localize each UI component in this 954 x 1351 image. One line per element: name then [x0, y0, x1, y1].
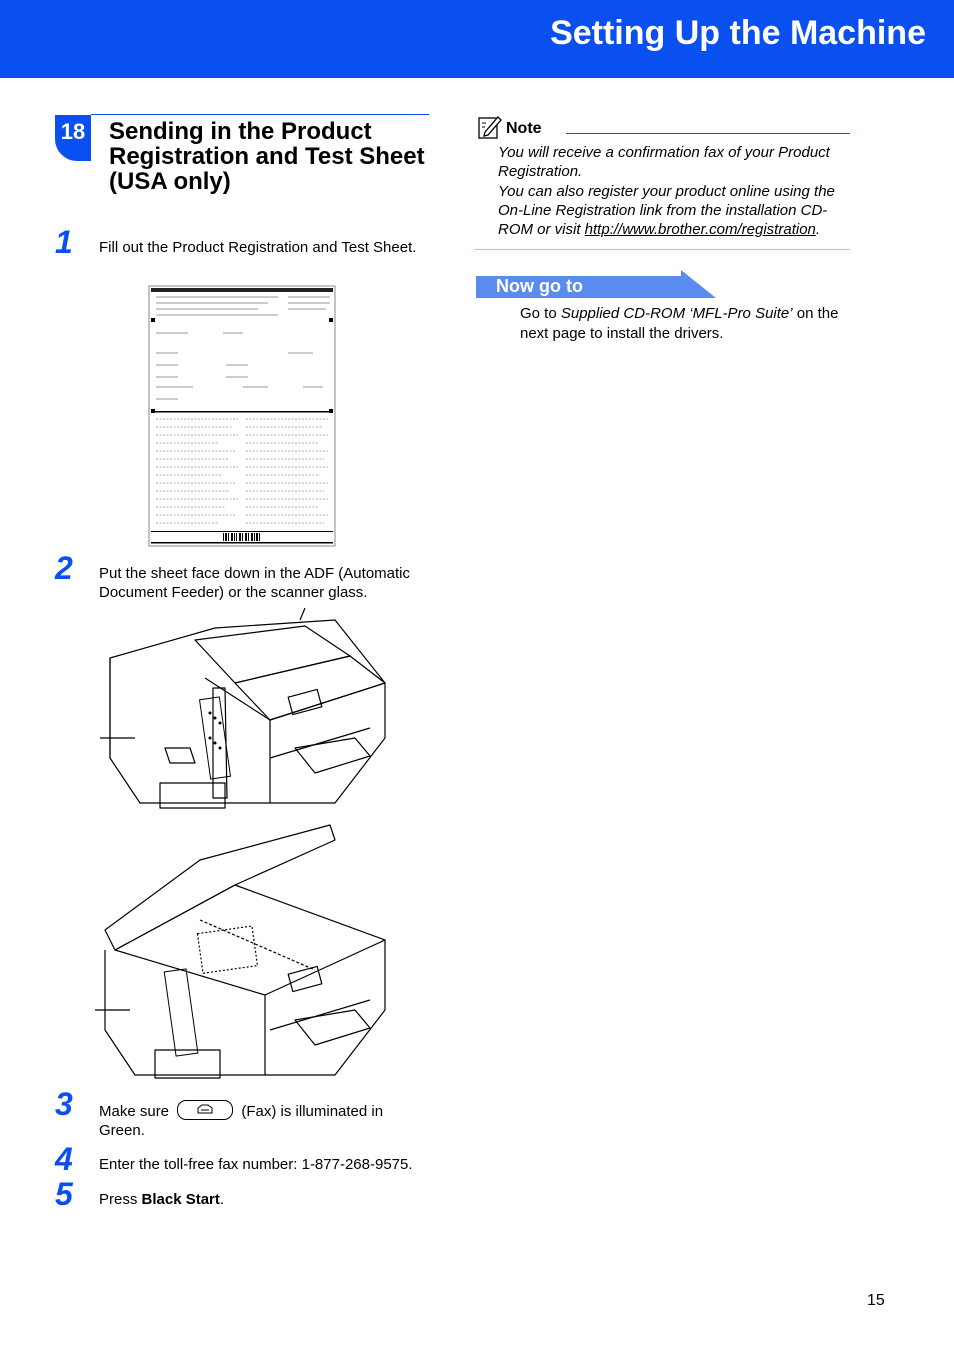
now-go-to-text: [520, 304, 850, 343]
step-4-text: Enter the toll-free fax number: 1-877-268-9575.: [99, 1156, 413, 1173]
page-number: 15: [867, 1292, 885, 1309]
step-4-number: 4: [55, 1141, 73, 1177]
step-3-text: [99, 1100, 429, 1140]
machine-scanner-glass-illustration: [95, 820, 395, 1082]
section-title: Sending in the Product Registration and Test Sheet (USA only): [109, 118, 425, 195]
fax-key-icon: [177, 1100, 233, 1120]
step-5-text-before: Press: [99, 1191, 138, 1208]
step-2-text: Put the sheet face down in the ADF (Automatic Document Feeder) or the scanner glass.: [99, 565, 411, 601]
step-1-text: Fill out the Product Registration and Test Sheet.: [99, 239, 417, 256]
note-line-1: You will receive a confirmation fax of your Product Registration.: [498, 144, 830, 181]
step-5-text: [99, 1190, 429, 1209]
registration-sheet-illustration: [148, 285, 336, 547]
step-5-text-after: .: [219, 1191, 225, 1208]
machine-adf-illustration: [95, 608, 395, 813]
section-rule: [91, 114, 429, 115]
step-5-key-name: Black Start: [141, 1191, 220, 1208]
step-3-text-after: (Fax) is illuminated in Green.: [99, 1103, 384, 1139]
step-3-number: 3: [55, 1086, 73, 1122]
note-text: [498, 143, 854, 239]
note-line-2-before: You can also register your product online using the On-Line Registration link from the installation CD-ROM or visit: [498, 182, 835, 239]
registration-link[interactable]: http://www.brother.com/registration: [584, 221, 816, 239]
note-label: Note: [506, 120, 542, 137]
step-1-number: 1: [55, 224, 73, 260]
page-header-banner: [0, 0, 954, 78]
step-3-text-before: Make sure: [99, 1103, 170, 1120]
step-5-number: 5: [55, 1176, 73, 1212]
note-line-2: [498, 182, 854, 240]
note-bottom-rule: [474, 249, 850, 250]
now-go-to-text-after: on the next page to install the drivers.: [520, 305, 839, 342]
now-go-to-text-before: Go to: [520, 305, 557, 322]
note-pencil-icon: [477, 114, 503, 140]
step-2-number: 2: [55, 550, 73, 586]
now-go-to-label: Now go to: [496, 276, 583, 296]
note-rule: [566, 133, 850, 134]
page-header-title: Setting Up the Machine: [550, 14, 926, 52]
section-number-badge: 18: [55, 115, 91, 161]
note-line-2-after: .: [815, 221, 821, 239]
now-go-to-italic: Supplied CD-ROM ‘MFL-Pro Suite’: [560, 305, 793, 322]
